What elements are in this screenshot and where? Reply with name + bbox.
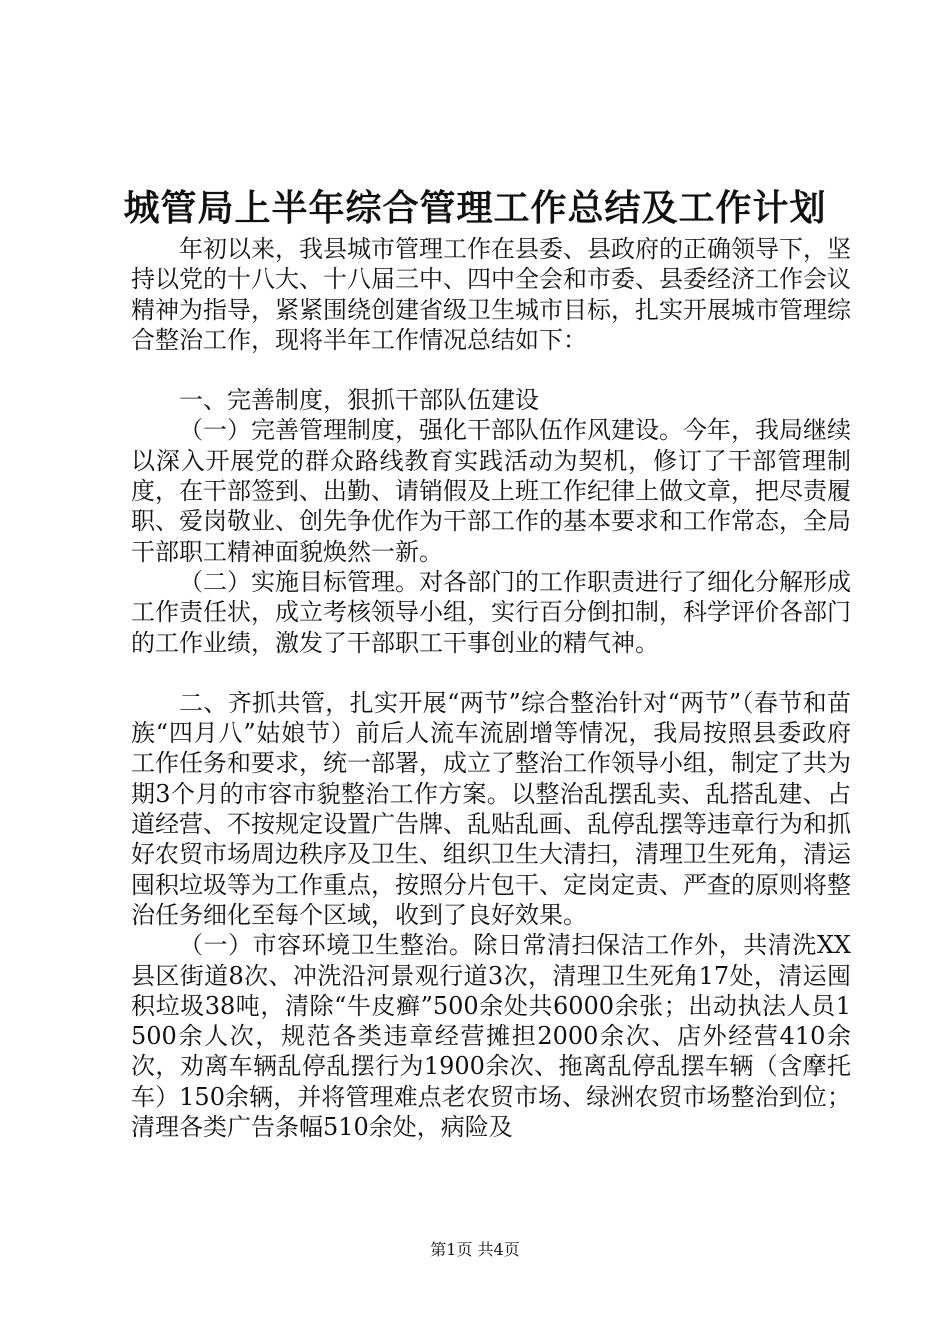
paragraph-gap [131, 355, 851, 385]
section-1-heading: 一、完善制度，狠抓干部队伍建设 [179, 386, 539, 415]
document-body [131, 234, 851, 1142]
section-2-intro-paragraph: 二、齐抓共管，扎实开展“两节”综合整治针对“两节”（春节和苗族“四月八”姑娘节）前后人流车流剧增等情况，我局按照县委政府工作任务和要求，统一部署，成立了整治工作领导小组，制定了共为期3个月的市容市貌整治工作方案。以整治乱摆乱卖、乱搭乱建、占道经营、不按规定设置广告牌、乱贴乱画、乱停乱摆等违章行为和抓好农贸市场周边秩序及卫生、组织卫生大清扫，清理卫生死角，清运囤积垃圾等为工作重点，按照分片包干、定岗定责、严查的原则将整治任务细化至每个区域，收到了良好效果。 [131, 688, 851, 929]
document-title: 城管局上半年综合管理工作总结及工作计划 [123, 187, 827, 229]
paragraph-gap [131, 658, 851, 688]
section-1-paragraph-1: （一）完善管理制度，强化干部队伍作风建设。今年，我局继续以深入开展党的群众路线教育实践活动为契机，修订了干部管理制度，在干部签到、出勤、请销假及上班工作纪律上做文章，把尽责履职、爱岗敬业、创先争优作为干部工作的基本要求和工作常态，全局干部职工精神面貌焕然一新。 [131, 416, 851, 566]
section-2-paragraph-1: （一）市容环境卫生整治。除日常清扫保洁工作外，共清洗XX县区街道8次、冲洗沿河景观行道3次，清理卫生死角17处，清运囤积垃圾38吨，清除“牛皮癣”500余处共6000余张；出动执法人员1500余人次，规范各类违章经营摊担2000余次、店外经营410余次，劝离车辆乱停乱摆行为1900余次、拖离乱停乱摆车辆（含摩托车）150余辆，并将管理难点老农贸市场、绿洲农贸市场整治到位；清理各类广告条幅510余处，病险及 [131, 931, 851, 1142]
page-footer: 第1页 共4页 [430, 1240, 520, 1259]
intro-paragraph: 年初以来，我县城市管理工作在县委、县政府的正确领导下，坚持以党的十八大、十八届三中、四中全会和市委、县委经济工作会议精神为指导，紧紧围绕创建省级卫生城市目标，扎实开展城市管理综合整治工作，现将半年工作情况总结如下： [131, 235, 851, 354]
section-1-paragraph-2: （二）实施目标管理。对各部门的工作职责进行了细化分解形成工作责任状，成立考核领导小组，实行百分倒扣制，科学评价各部门的工作业绩，激发了干部职工干事创业的精气神。 [131, 567, 851, 657]
